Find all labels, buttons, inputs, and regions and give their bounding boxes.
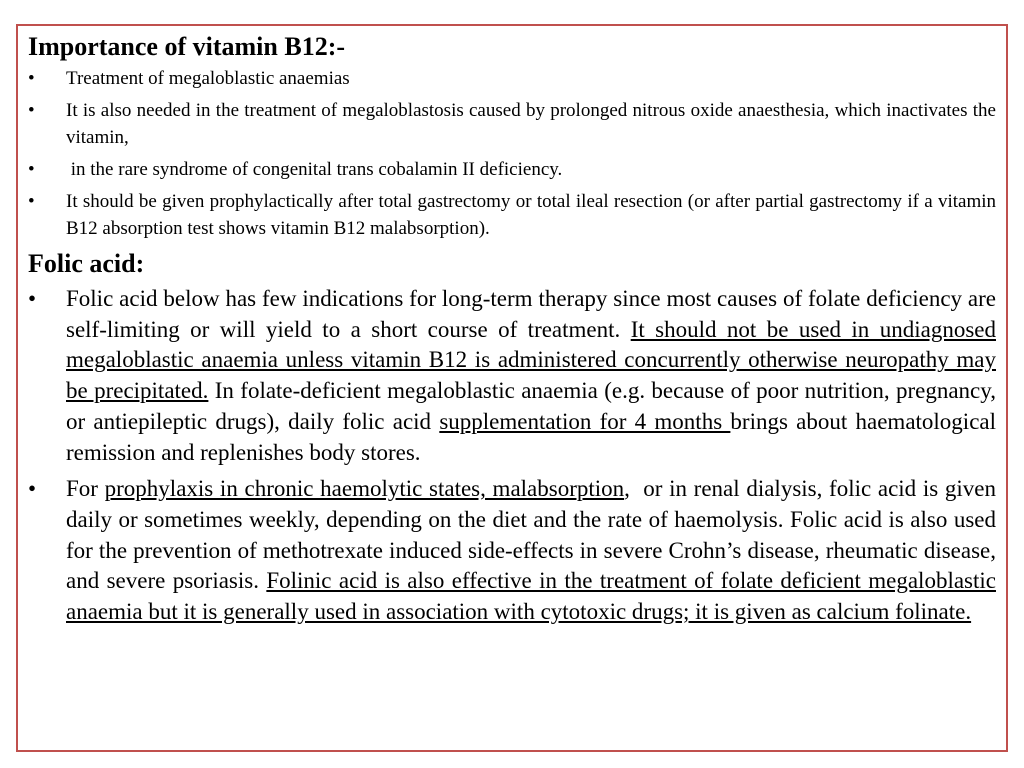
list-item-text: It should be given prophylactically after total gastrectomy or total ileal resection (or after partial gastrectomy if a vitamin B12 absorption test shows vitamin B12 malabsorption). [66, 191, 996, 239]
vitamin-b12-heading: Importance of vitamin B12:- [28, 32, 346, 61]
bullet-icon: • [28, 100, 35, 121]
folic-item1-text: Folic acid below has few indications for long-term therapy since most causes of folate deficiency are self-limiting or will yield to a short course of treatment. [66, 286, 996, 342]
folic-item2-underlined-prophylaxis: prophylaxis in chronic haemolytic states, malabsorption [104, 476, 625, 502]
bullet-icon: • [28, 159, 35, 180]
list-item [28, 474, 1002, 628]
list-item [28, 65, 996, 92]
folic-item1-underlined-warning: It should not be used in undiagnosed megaloblastic anaemia unless vitamin B12 is administered concurrently otherwise neuropathy may be precipitated. [66, 316, 996, 404]
bullet-icon: • [28, 286, 37, 311]
bullet-icon: • [28, 476, 37, 502]
folic-item1-underlined-duration: supplementation for 4 months [439, 408, 731, 434]
list-item [28, 188, 996, 242]
vitamin-b12-list [28, 65, 996, 242]
list-item-text: Treatment of megaloblastic anaemias [66, 68, 350, 89]
folic-acid-heading: Folic acid: [28, 249, 145, 278]
slide-content [28, 30, 1002, 634]
folic-item1-text-cont: In folate-deficient megaloblastic anaemia (e.g. because of poor nutrition, pregnancy, or antiepileptic drugs), daily folic acid [66, 378, 997, 434]
list-item [28, 97, 996, 151]
list-item [28, 284, 996, 468]
list-item [28, 156, 996, 183]
list-item-text: It is also needed in the treatment of megaloblastosis caused by prolonged nitrous oxide anaesthesia, which inactivates the vitamin, [66, 100, 996, 148]
folic-item1-text-end: brings about haematological remission and replenishes body stores. [66, 408, 997, 465]
list-item-text: in the rare syndrome of congenital trans cobalamin II deficiency. [66, 159, 563, 180]
folic-acid-list [28, 284, 1002, 628]
folic-item2-text-cont: , or in renal dialysis, folic acid is given daily or sometimes weekly, depending on the diet and the rate of haemolysis. Folic acid is also used for the prevention of methotrexate induced side-effects in severe Crohn’s disease, rheumatic disease, and severe psoriasis. [66, 476, 1002, 594]
bullet-icon: • [28, 68, 35, 89]
folic-item2-text: For [66, 476, 105, 502]
bullet-icon: • [28, 191, 35, 212]
folic-item2-underlined-folinic: Folinic acid is also effective in the treatment of folate deficient megaloblastic anaemia but it is generally used in association with cytotoxic drugs; it is given as calcium folinate. [66, 568, 996, 625]
